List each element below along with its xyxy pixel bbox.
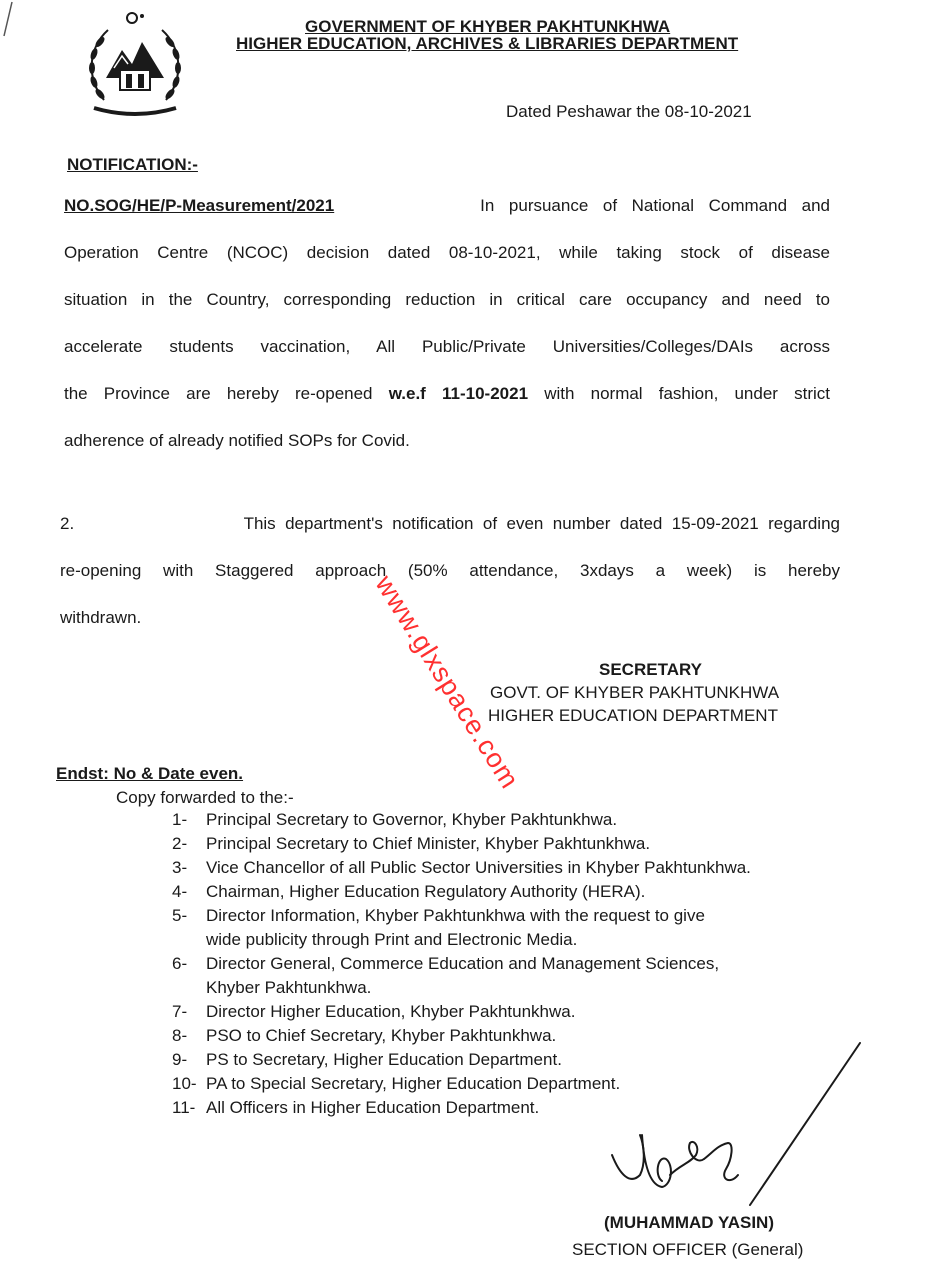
list-item-number: 10- <box>172 1074 197 1093</box>
department-header-line1: GOVERNMENT OF KHYBER PAKHTUNKHWA <box>305 17 671 36</box>
paragraph-2-line-2: re-opening with Staggered approach (50% attendance, 3xdays a week) is hereby <box>60 561 840 580</box>
secretary-govt-line: GOVT. OF KHYBER PAKHTUNKHWA <box>490 683 780 702</box>
list-item-number: 7- <box>172 1002 188 1021</box>
secretary-department-line: HIGHER EDUCATION DEPARTMENT <box>488 706 778 725</box>
notification-heading: NOTIFICATION:- <box>67 155 198 174</box>
list-item-number: 11- <box>172 1098 196 1117</box>
department-header-line2: HIGHER EDUCATION, ARCHIVES & LIBRARIES DEPARTMENT <box>236 34 739 53</box>
list-item-text: Principal Secretary to Governor, Khyber Pakhtunkhwa. <box>206 810 618 829</box>
paragraph-1-text-1: In pursuance of National Command and <box>480 196 830 215</box>
paragraph-2-number: 2. <box>60 514 75 533</box>
date-line: Dated Peshawar the 08-10-2021 <box>506 102 752 121</box>
paragraph-2-line-3: withdrawn. <box>60 608 142 627</box>
list-item-number: 8- <box>172 1026 188 1045</box>
list-item-text: Chairman, Higher Education Regulatory Authority (HERA). <box>206 882 646 901</box>
notification-reference: NO.SOG/HE/P-Measurement/2021 <box>64 196 335 215</box>
list-item <box>172 856 751 880</box>
list-item-number: 6- <box>172 954 188 973</box>
list-item-number: 2- <box>172 834 188 853</box>
list-item-number: 4- <box>172 882 188 901</box>
list-item-text: All Officers in Higher Education Department. <box>206 1098 540 1117</box>
list-item-text: PSO to Chief Secretary, Khyber Pakhtunkhwa. <box>206 1026 557 1045</box>
paragraph-1-text-5b: with normal fashion, under strict <box>528 384 830 403</box>
list-item-text: PS to Secretary, Higher Education Department. <box>206 1050 562 1069</box>
signatory-title: SECTION OFFICER (General) <box>572 1240 804 1259</box>
scan-edge-mark <box>0 0 20 40</box>
endorsement-heading: Endst: No & Date even. <box>56 764 244 783</box>
reopen-date: w.e.f 11-10-2021 <box>388 384 529 403</box>
paragraph-1-line-4: accelerate students vaccination, All Public/Private Universities/Colleges/DAIs across <box>64 337 830 356</box>
list-item-continuation: Khyber Pakhtunkhwa. <box>206 978 372 997</box>
paragraph-2-text-1: This department's notification of even number dated 15-09-2021 regarding <box>243 514 840 533</box>
list-item <box>172 832 751 856</box>
list-item <box>172 1000 751 1024</box>
signatory-name: (MUHAMMAD YASIN) <box>604 1213 774 1232</box>
list-item-text: Director Higher Education, Khyber Pakhtunkhwa. <box>206 1002 576 1021</box>
paragraph-2-line-1 <box>60 500 840 547</box>
secretary-title: SECRETARY <box>599 660 702 679</box>
list-item <box>172 808 751 832</box>
list-item-text: PA to Special Secretary, Higher Education Department. <box>206 1074 621 1093</box>
list-item-continuation: wide publicity through Print and Electronic Media. <box>206 930 578 949</box>
paragraph-1-line-3: situation in the Country, corresponding reduction in critical care occupancy and need to <box>64 290 830 309</box>
list-item <box>172 880 751 904</box>
list-item-number: 1- <box>172 810 188 829</box>
list-item <box>172 952 751 1000</box>
paragraph-1-text-5a: the Province are hereby re-opened <box>64 384 389 403</box>
government-emblem-icon <box>70 8 200 123</box>
list-item-text: Director Information, Khyber Pakhtunkhwa with the request to give <box>206 906 705 925</box>
list-item-text: Director General, Commerce Education and Management Sciences, <box>206 954 720 973</box>
watermark-text: www.glxspace.com <box>369 570 526 795</box>
paragraph-1 <box>64 182 830 464</box>
paragraph-2 <box>60 500 840 641</box>
paragraph-1-line-1 <box>64 182 830 229</box>
paragraph-1-line-6: adherence of already notified SOPs for Covid. <box>64 431 410 450</box>
list-item-number: 5- <box>172 906 188 925</box>
list-item-number: 9- <box>172 1050 188 1069</box>
copy-forwarded-line: Copy forwarded to the:- <box>116 788 294 807</box>
list-item-number: 3- <box>172 858 188 877</box>
list-item-text: Principal Secretary to Chief Minister, Khyber Pakhtunkhwa. <box>206 834 651 853</box>
list-item <box>172 904 751 952</box>
paragraph-1-line-5 <box>64 370 830 417</box>
list-item-text: Vice Chancellor of all Public Sector Universities in Khyber Pakhtunkhwa. <box>206 858 751 877</box>
paragraph-1-line-2: Operation Centre (NCOC) decision dated 08-10-2021, while taking stock of disease <box>64 243 830 262</box>
signature-icon <box>600 1035 870 1215</box>
